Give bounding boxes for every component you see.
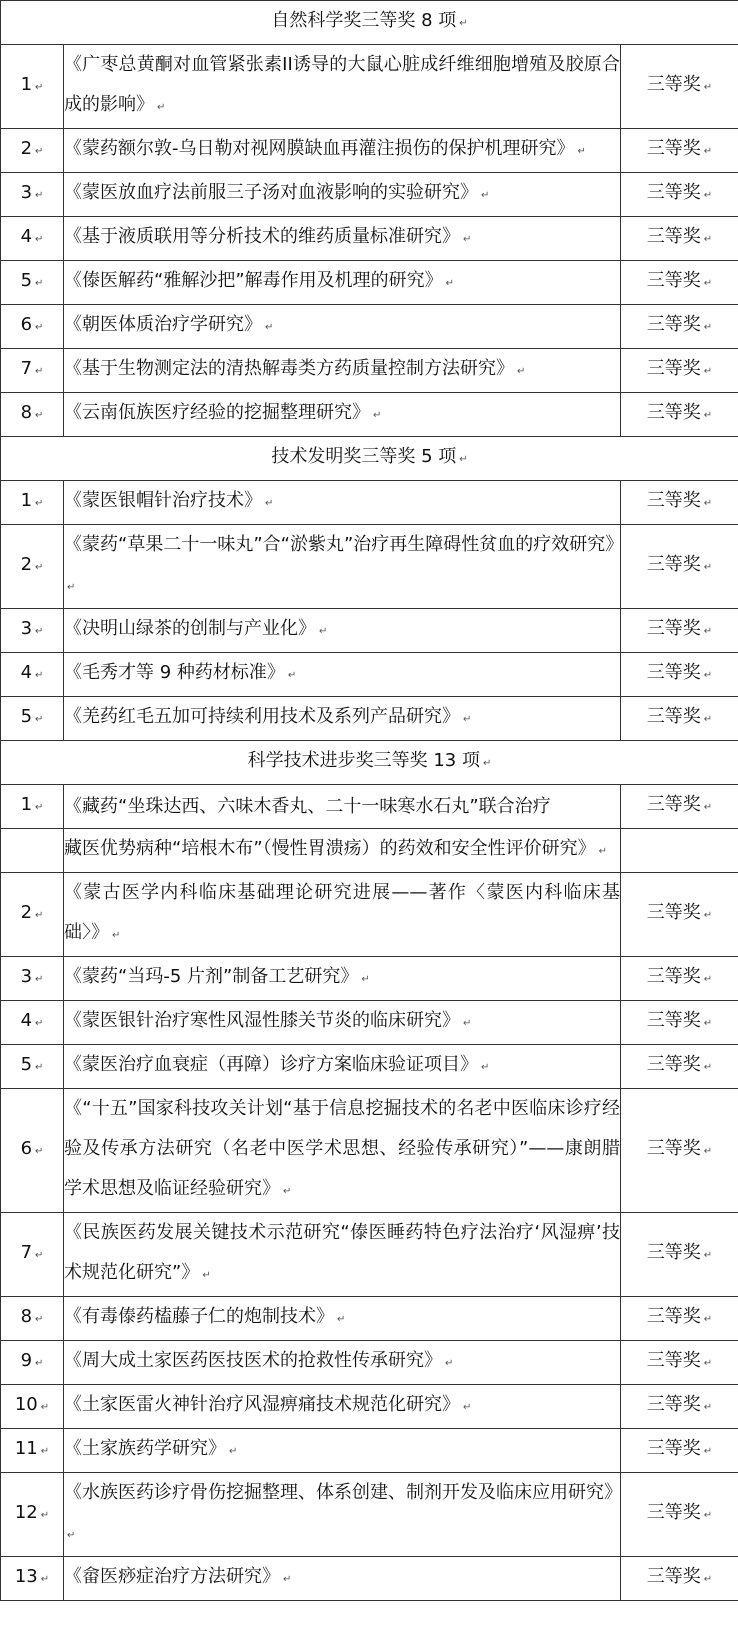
award-level-text: 三等奖: [646, 1350, 701, 1371]
paragraph-mark-icon: ↵: [481, 1062, 490, 1073]
table-row: [1, 873, 738, 957]
paragraph-mark-icon: ↵: [463, 1402, 472, 1413]
award-level: [621, 349, 738, 393]
project-title-text: 《蒙药“当玛-5 片剂”制备工艺研究》: [64, 966, 359, 987]
project-title: [64, 1385, 621, 1429]
paragraph-mark-icon: ↵: [35, 626, 44, 637]
paragraph-mark-icon: ↵: [703, 190, 713, 201]
paragraph-mark-icon: ↵: [481, 190, 490, 201]
award-level: [621, 653, 738, 697]
award-level-text: 三等奖: [646, 706, 701, 727]
section-heading: [1, 437, 738, 481]
project-title-text: 《蒙医银针治疗寒性风湿性膝关节炎的临床研究》: [64, 1010, 460, 1031]
table-row: [1, 653, 738, 697]
project-title-text: 《朝医体质治疗学研究》: [64, 314, 262, 335]
row-number: [1, 1297, 64, 1341]
row-number-text: 5: [20, 706, 33, 727]
row-number: [1, 829, 64, 873]
paragraph-mark-icon: ↵: [703, 626, 713, 637]
project-title: [64, 785, 621, 829]
section-heading-row: [1, 437, 738, 481]
paragraph-mark-icon: ↵: [35, 974, 44, 985]
paragraph-mark-icon: ↵: [703, 146, 713, 157]
project-title: [64, 1297, 621, 1341]
paragraph-mark-icon: ↵: [287, 670, 297, 681]
paragraph-mark-icon: ↵: [40, 1574, 50, 1585]
row-number: [1, 1341, 64, 1385]
award-level-text: 三等奖: [646, 1566, 701, 1587]
project-title: [64, 217, 621, 261]
paragraph-mark-icon: ↵: [482, 758, 492, 769]
row-number-text: 3: [20, 966, 33, 987]
row-number-text: 1: [20, 74, 33, 95]
row-number: [1, 393, 64, 437]
paragraph-mark-icon: ↵: [35, 1358, 44, 1369]
project-title-text: 《周大成土家医药医技医术的抢救性传承研究》: [64, 1350, 442, 1371]
row-number-text: 4: [20, 1010, 33, 1031]
award-level: [621, 525, 738, 609]
row-number-text: 5: [20, 270, 33, 291]
award-level: [621, 261, 738, 305]
paragraph-mark-icon: ↵: [40, 1446, 50, 1457]
project-title-text: 《“十五”国家科技攻关计划“基于信息挖掘技术的名老中医临床诊疗经验及传承方法研究（名老中医学术思想、经验传承研究）”——康朗腊学术思想及临证经验研究》: [64, 1098, 620, 1199]
paragraph-mark-icon: ↵: [35, 366, 44, 377]
paragraph-mark-icon: ↵: [463, 1018, 472, 1029]
paragraph-mark-icon: ↵: [445, 1358, 454, 1369]
award-level: [621, 45, 738, 129]
paragraph-mark-icon: ↵: [361, 974, 370, 985]
award-level-text: 三等奖: [646, 358, 701, 379]
row-number-text: 6: [20, 314, 33, 335]
row-number: [1, 697, 64, 741]
paragraph-mark-icon: ↵: [459, 18, 468, 29]
row-number: [1, 1045, 64, 1089]
paragraph-mark-icon: ↵: [703, 670, 713, 681]
section-heading-row: [1, 1, 738, 45]
award-level: [621, 873, 738, 957]
table-row: [1, 45, 738, 129]
award-level: [621, 1385, 738, 1429]
project-title: [64, 525, 624, 609]
section-heading-text: 技术发明奖三等奖 5 项: [271, 446, 457, 467]
table-row: [1, 393, 738, 437]
paragraph-mark-icon: ↵: [35, 146, 44, 157]
award-level-text: 三等奖: [646, 490, 701, 511]
paragraph-mark-icon: ↵: [703, 802, 713, 813]
project-title-text: 《藏药“坐珠达西、六味木香丸、二十一味寒水石丸”联合治疗: [64, 795, 551, 817]
award-level: [621, 481, 738, 525]
row-number: [1, 785, 64, 829]
row-number: [1, 305, 64, 349]
award-level: [621, 697, 738, 741]
project-title: [64, 697, 621, 741]
row-number: [1, 525, 64, 609]
project-title-text: 《云南佤族医疗经验的挖掘整理研究》: [64, 402, 370, 423]
row-number: [1, 1001, 64, 1045]
award-level: [621, 1089, 738, 1213]
paragraph-mark-icon: ↵: [463, 714, 472, 725]
paragraph-mark-icon: ↵: [703, 322, 713, 333]
award-level-text: 三等奖: [646, 1054, 701, 1075]
paragraph-mark-icon: ↵: [202, 1270, 211, 1281]
paragraph-mark-icon: ↵: [703, 562, 713, 573]
award-table-body: [1, 1, 738, 1601]
paragraph-mark-icon: ↵: [67, 582, 76, 593]
project-title: [64, 481, 621, 525]
project-title-text: 《蒙药额尔敦-乌日勒对视网膜缺血再灌注损伤的保护机理研究》: [64, 138, 575, 159]
award-level-text: 三等奖: [646, 1502, 701, 1523]
row-number: [1, 1213, 64, 1297]
paragraph-mark-icon: ↵: [703, 1314, 713, 1325]
paragraph-mark-icon: ↵: [577, 146, 586, 157]
paragraph-mark-icon: ↵: [35, 82, 44, 93]
paragraph-mark-icon: ↵: [703, 1250, 713, 1261]
row-number-text: 1: [20, 794, 33, 815]
paragraph-mark-icon: ↵: [35, 234, 44, 245]
row-number-text: 9: [20, 1350, 33, 1371]
paragraph-mark-icon: ↵: [35, 278, 44, 289]
row-number-text: 6: [20, 1138, 33, 1159]
row-number: [1, 1429, 64, 1473]
row-number: [1, 873, 64, 957]
row-number-text: 2: [20, 554, 33, 575]
table-row: [1, 1213, 738, 1297]
row-number-text: 4: [20, 662, 33, 683]
paragraph-mark-icon: ↵: [40, 1402, 50, 1413]
table-row: [1, 129, 738, 173]
award-level-text: 三等奖: [646, 1394, 701, 1415]
row-number-text: 3: [20, 618, 33, 639]
project-title: [64, 305, 621, 349]
paragraph-mark-icon: ↵: [703, 714, 713, 725]
award-level: [621, 609, 738, 653]
project-title: [64, 261, 621, 305]
row-number: [1, 1557, 64, 1601]
paragraph-mark-icon: ↵: [265, 498, 274, 509]
table-row: [1, 609, 738, 653]
award-level: [621, 1557, 738, 1601]
project-title-text: 《羌药红毛五加可持续利用技术及系列产品研究》: [64, 706, 460, 727]
row-number: [1, 129, 64, 173]
paragraph-mark-icon: ↵: [319, 626, 328, 637]
paragraph-mark-icon: ↵: [112, 930, 121, 941]
table-row: [1, 829, 738, 873]
project-title-text: 藏医优势病种“培根木布”（慢性胃溃疡）的药效和安全性评价研究》: [64, 838, 596, 859]
row-number-text: 3: [20, 182, 33, 203]
paragraph-mark-icon: ↵: [703, 366, 713, 377]
paragraph-mark-icon: ↵: [703, 910, 713, 921]
paragraph-mark-icon: ↵: [35, 1250, 44, 1261]
paragraph-mark-icon: ↵: [598, 846, 608, 857]
table-row: [1, 525, 738, 609]
table-row: [1, 1001, 738, 1045]
table-row: [1, 1473, 738, 1557]
award-level: [621, 829, 738, 873]
project-title: [64, 1213, 621, 1297]
award-level: [621, 1001, 738, 1045]
row-number: [1, 261, 64, 305]
paragraph-mark-icon: ↵: [703, 1358, 713, 1369]
project-title: [64, 129, 621, 173]
section-heading-text: 自然科学奖三等奖 8 项: [271, 10, 457, 31]
award-level-text: 三等奖: [646, 618, 701, 639]
paragraph-mark-icon: ↵: [35, 1146, 44, 1157]
project-title: [64, 1045, 621, 1089]
paragraph-mark-icon: ↵: [703, 1574, 713, 1585]
section-heading-row: [1, 741, 738, 785]
row-number: [1, 217, 64, 261]
project-title-text: 《蒙医银帽针治疗技术》: [64, 490, 262, 511]
award-level: [621, 785, 738, 829]
award-level-text: 三等奖: [646, 662, 701, 683]
paragraph-mark-icon: ↵: [703, 234, 713, 245]
table-row: [1, 1297, 738, 1341]
row-number: [1, 957, 64, 1001]
table-row: [1, 1557, 738, 1601]
project-title-text: 《基于液质联用等分析技术的维药质量标准研究》: [64, 226, 460, 247]
paragraph-mark-icon: ↵: [157, 102, 166, 113]
award-level: [621, 217, 738, 261]
award-level-text: 三等奖: [646, 554, 701, 575]
row-number-text: 11: [14, 1438, 38, 1459]
paragraph-mark-icon: ↵: [373, 410, 382, 421]
project-title-text: 《广枣总黄酮对血管紧张素II诱导的大鼠心脏成纤维细胞增殖及胶原合成的影响》: [64, 54, 620, 115]
project-title-text: 《决明山绿茶的创制与产业化》: [64, 618, 316, 639]
paragraph-mark-icon: ↵: [703, 410, 713, 421]
row-number-text: 2: [20, 138, 33, 159]
row-number: [1, 481, 64, 525]
award-level: [621, 1341, 738, 1385]
project-title: [64, 1089, 621, 1213]
row-number-text: 5: [20, 1054, 33, 1075]
paragraph-mark-icon: ↵: [35, 498, 44, 509]
award-level: [621, 129, 738, 173]
award-level: [621, 957, 738, 1001]
paragraph-mark-icon: ↵: [35, 1314, 44, 1325]
row-number: [1, 1089, 64, 1213]
table-row: [1, 481, 738, 525]
project-title-text: 《水族医药诊疗骨伤挖掘整理、体系创建、制剂开发及临床应用研究》: [64, 1482, 622, 1503]
project-title-text: 《基于生物测定法的清热解毒类方药质量控制方法研究》: [64, 358, 514, 379]
paragraph-mark-icon: ↵: [703, 1510, 713, 1521]
award-level: [621, 393, 738, 437]
paragraph-mark-icon: ↵: [35, 410, 44, 421]
table-row: [1, 785, 738, 829]
row-number: [1, 173, 64, 217]
paragraph-mark-icon: ↵: [703, 1446, 713, 1457]
paragraph-mark-icon: ↵: [35, 562, 44, 573]
row-number-text: 13: [14, 1566, 38, 1587]
project-title: [64, 1557, 621, 1601]
paragraph-mark-icon: ↵: [35, 1062, 44, 1073]
project-title-text: 《蒙医放血疗法前服三子汤对血液影响的实验研究》: [64, 182, 478, 203]
award-level: [621, 305, 738, 349]
project-title: [64, 393, 621, 437]
paragraph-mark-icon: ↵: [40, 1510, 50, 1521]
paragraph-mark-icon: ↵: [265, 322, 274, 333]
table-row: [1, 305, 738, 349]
row-number-text: 8: [20, 1306, 33, 1327]
paragraph-mark-icon: ↵: [35, 190, 44, 201]
award-level-text: 三等奖: [646, 902, 701, 923]
row-number-text: 4: [20, 226, 33, 247]
project-title-text: 《土家族药学研究》: [64, 1438, 226, 1459]
row-number: [1, 45, 64, 129]
paragraph-mark-icon: ↵: [703, 1402, 713, 1413]
table-row: [1, 217, 738, 261]
table-row: [1, 1385, 738, 1429]
project-title-text: 《傣医解药“雅解沙把”解毒作用及机理的研究》: [64, 270, 443, 291]
project-title-text: 《蒙医治疗血衰症（再障）诊疗方案临床验证项目》: [64, 1054, 478, 1075]
paragraph-mark-icon: ↵: [703, 498, 713, 509]
award-level-text: 三等奖: [646, 966, 701, 987]
award-level-text: 三等奖: [646, 1438, 701, 1459]
project-title: [64, 653, 621, 697]
project-title: [64, 1429, 621, 1473]
table-row: [1, 349, 738, 393]
project-title-text: 《土家医雷火神针治疗风湿痹痛技术规范化研究》: [64, 1394, 460, 1415]
award-level: [621, 1213, 738, 1297]
paragraph-mark-icon: ↵: [229, 1446, 238, 1457]
paragraph-mark-icon: ↵: [283, 1186, 292, 1197]
paragraph-mark-icon: ↵: [463, 234, 472, 245]
paragraph-mark-icon: ↵: [703, 1062, 713, 1073]
paragraph-mark-icon: ↵: [459, 454, 468, 465]
table-row: [1, 1045, 738, 1089]
award-level-text: 三等奖: [646, 1242, 701, 1263]
section-heading-text: 科学技术进步奖三等奖 13 项: [247, 750, 480, 771]
row-number-text: 2: [20, 902, 33, 923]
row-number: [1, 349, 64, 393]
table-row: [1, 173, 738, 217]
project-title: [64, 1341, 621, 1385]
section-heading: [1, 1, 738, 45]
table-row: [1, 697, 738, 741]
project-title: [64, 609, 621, 653]
paragraph-mark-icon: ↵: [703, 82, 713, 93]
paragraph-mark-icon: ↵: [35, 322, 44, 333]
row-number: [1, 1473, 64, 1557]
award-level-text: 三等奖: [646, 270, 701, 291]
row-number-text: 8: [20, 402, 33, 423]
paragraph-mark-icon: ↵: [35, 910, 44, 921]
project-title: [64, 957, 621, 1001]
project-title-text: 《畲医痧症治疗方法研究》: [64, 1566, 280, 1587]
award-level-text: 三等奖: [646, 402, 701, 423]
paragraph-mark-icon: ↵: [35, 1018, 44, 1029]
paragraph-mark-icon: ↵: [703, 278, 713, 289]
project-title-text: 《蒙药“草果二十一味丸”合“淤紫丸”治疗再生障碍性贫血的疗效研究》: [64, 534, 624, 555]
project-title: [64, 45, 621, 129]
project-title-text: 《蒙古医学内科临床基础理论研究进展——著作〈蒙医内科临床基础〉》: [64, 882, 620, 943]
table-row: [1, 1429, 738, 1473]
award-level-text: 三等奖: [646, 1138, 701, 1159]
section-heading: [1, 741, 738, 785]
paragraph-mark-icon: ↵: [445, 278, 455, 289]
award-level: [621, 1473, 738, 1557]
award-level-text: 三等奖: [646, 794, 701, 815]
award-level-text: 三等奖: [646, 182, 701, 203]
award-level-text: 三等奖: [646, 226, 701, 247]
award-level: [621, 1045, 738, 1089]
paragraph-mark-icon: ↵: [35, 802, 44, 813]
project-title: [64, 349, 621, 393]
award-level: [621, 1429, 738, 1473]
row-number-text: 7: [20, 358, 33, 379]
row-number-text: 10: [14, 1394, 38, 1415]
award-level-text: 三等奖: [646, 314, 701, 335]
award-level-text: 三等奖: [646, 138, 701, 159]
award-level: [621, 1297, 738, 1341]
award-level-text: 三等奖: [646, 1010, 701, 1031]
table-row: [1, 261, 738, 305]
row-number: [1, 1385, 64, 1429]
paragraph-mark-icon: ↵: [517, 366, 526, 377]
paragraph-mark-icon: ↵: [703, 1146, 713, 1157]
row-number-text: 1: [20, 490, 33, 511]
project-title: [64, 829, 621, 873]
table-row: [1, 1089, 738, 1213]
project-title: [64, 173, 621, 217]
row-number-text: 7: [20, 1242, 33, 1263]
paragraph-mark-icon: ↵: [703, 1018, 713, 1029]
row-number-text: 12: [14, 1502, 38, 1523]
paragraph-mark-icon: ↵: [703, 974, 713, 985]
award-level: [621, 173, 738, 217]
award-level-text: 三等奖: [646, 1306, 701, 1327]
row-number: [1, 653, 64, 697]
award-level-text: 三等奖: [646, 74, 701, 95]
project-title: [64, 1001, 621, 1045]
paragraph-mark-icon: ↵: [337, 1314, 346, 1325]
row-number: [1, 609, 64, 653]
paragraph-mark-icon: ↵: [35, 714, 44, 725]
table-row: [1, 1341, 738, 1385]
project-title: [64, 1473, 621, 1557]
project-title-text: 《有毒傣药榼藤子仁的炮制技术》: [64, 1306, 334, 1327]
paragraph-mark-icon: ↵: [283, 1574, 292, 1585]
paragraph-mark-icon: ↵: [35, 670, 44, 681]
project-title-text: 《毛秀才等 9 种药材标准》: [64, 662, 285, 683]
table-row: [1, 957, 738, 1001]
project-title: [64, 873, 621, 957]
paragraph-mark-icon: ↵: [67, 1530, 76, 1541]
project-title-text: 《民族医药发展关键技术示范研究“傣医睡药特色疗法治疗‘风湿痹’技术规范化研究”》: [64, 1222, 620, 1283]
